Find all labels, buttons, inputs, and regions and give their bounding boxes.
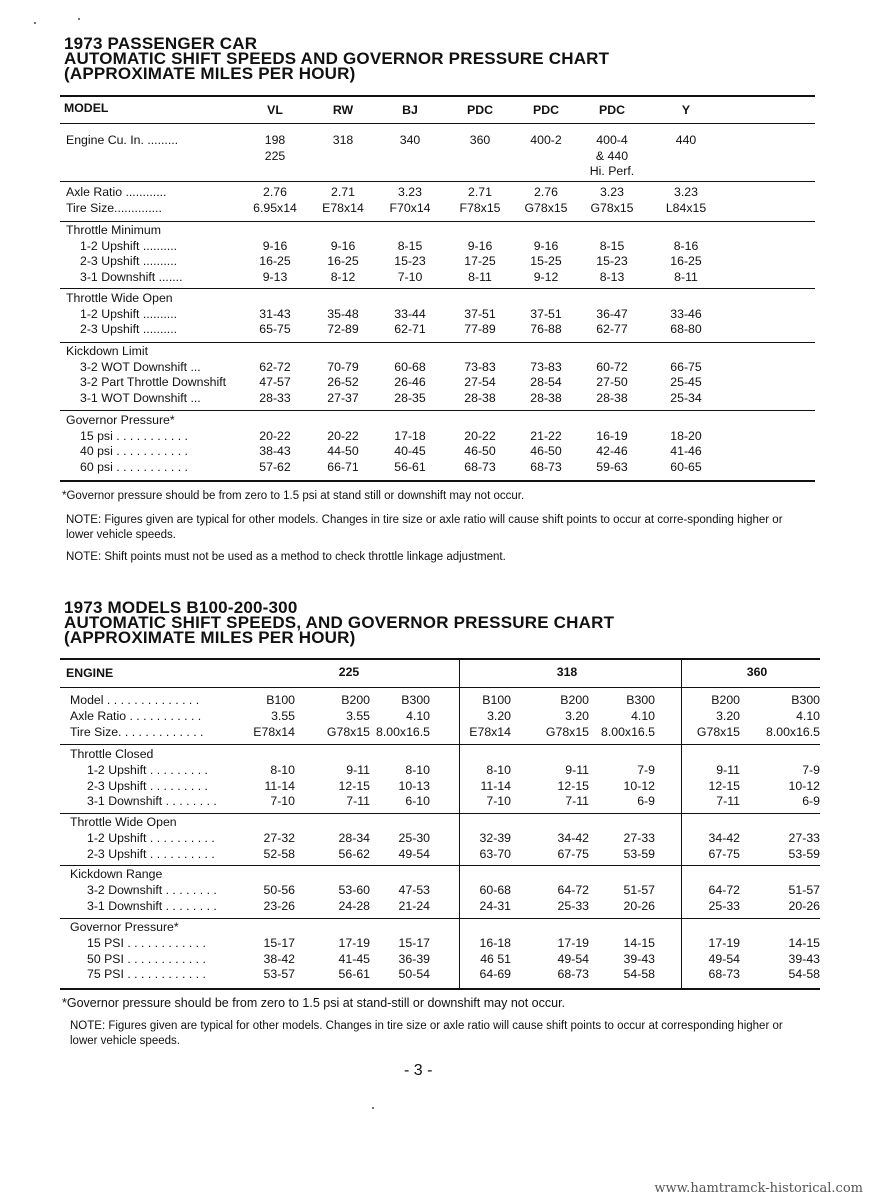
table-cell: 2.71 — [331, 185, 355, 199]
table-cell: G78x15 — [696, 724, 740, 739]
table-cell: 68-73 — [464, 459, 496, 474]
table-cell: 56-61 — [338, 967, 370, 982]
table-cell: 340 — [399, 133, 421, 147]
row-label: 1-2 Upshift .......... — [80, 238, 178, 253]
table-cell: 8-10 — [270, 762, 295, 777]
table-cell: 440 — [675, 133, 697, 147]
group-rule — [60, 480, 815, 482]
group-rule — [60, 288, 815, 289]
table-cell: B200 — [341, 693, 370, 707]
table-cell: 8-15 — [397, 238, 423, 253]
table-cell: 26-46 — [394, 375, 426, 389]
row-label: Axle Ratio ............ — [66, 185, 167, 199]
table-cell: 33-46 — [670, 306, 702, 321]
table-cell: 64-72 — [708, 882, 740, 897]
table-cell: B100 — [266, 693, 295, 707]
table-cell: 73-83 — [530, 359, 562, 374]
table-cell: 28-33 — [259, 390, 291, 405]
table-cell: 7-10 — [486, 794, 511, 809]
table-cell: 37-51 — [464, 306, 496, 321]
table-cell: 27-32 — [263, 830, 295, 845]
table-cell: 28-34 — [338, 830, 370, 845]
table-cell: 57-62 — [259, 459, 291, 474]
row-label: 3-1 Downshift . . . . . . . . — [87, 794, 217, 809]
column-header: PDC — [467, 103, 493, 117]
table-cell: 25-45 — [670, 375, 702, 389]
row-label: 40 psi . . . . . . . . . . . — [80, 444, 188, 458]
table-cell: 16-19 — [596, 428, 628, 443]
table-cell: 56-61 — [394, 459, 426, 474]
table-cell: 16-25 — [670, 254, 702, 268]
title-line: AUTOMATIC SHIFT SPEEDS, AND GOVERNOR PRESSURE CHART — [64, 613, 615, 632]
table-cell: 46-50 — [464, 444, 496, 458]
table-cell: 68-73 — [530, 459, 562, 474]
table-cell: 12-15 — [338, 778, 370, 793]
row-label: 3-2 WOT Downshift ... — [80, 359, 201, 374]
table-cell: 59-63 — [596, 459, 628, 474]
table-cell: 10-12 — [623, 778, 655, 793]
table-cell: 68-80 — [670, 322, 702, 336]
table-cell: 400-4 — [596, 133, 628, 147]
table-cell: 60-72 — [596, 359, 628, 374]
column-header: ENGINE — [66, 666, 114, 680]
row-label: 2-3 Upshift . . . . . . . . . . — [87, 846, 215, 861]
note-text: NOTE: Shift points must not be used as a method to check throttle linkage adjustment. — [66, 551, 506, 563]
table-cell: G78x15 — [590, 200, 634, 215]
table-cell: 20-22 — [464, 428, 496, 443]
table-cell: 70-79 — [327, 359, 359, 374]
table-cell: 7-10 — [397, 269, 423, 284]
table-cell: E78x14 — [253, 724, 295, 739]
table-cell: 41-45 — [338, 951, 370, 966]
group-heading: Governor Pressure* — [66, 413, 175, 427]
table-cell: 8.00x16.5 — [375, 724, 430, 739]
table-cell: 51-57 — [623, 882, 655, 897]
table-cell: 8-12 — [330, 269, 356, 284]
table-cell: 28-54 — [530, 375, 562, 389]
column-header: BJ — [402, 103, 418, 117]
table-cell: 3.20 — [487, 708, 511, 723]
table-cell: 14-15 — [623, 935, 655, 950]
table-cell: 4.10 — [406, 708, 430, 723]
table-cell: 53-57 — [263, 967, 295, 982]
table-cell: 9-16 — [262, 238, 288, 253]
table-cell: 62-71 — [394, 322, 426, 336]
table-cell: 64-69 — [479, 967, 511, 982]
table-cell: 36-47 — [596, 306, 628, 321]
row-label: Axle Ratio . . . . . . . . . . . — [70, 708, 202, 723]
table-cell: 66-75 — [670, 359, 702, 374]
table-cell: 9-11 — [716, 762, 740, 777]
table-cell: 46-50 — [530, 444, 562, 458]
table-cell: & 440 — [595, 148, 629, 163]
table-cell: 17-25 — [464, 254, 496, 268]
table-cell: Hi. Perf. — [589, 164, 635, 178]
table-cell: 9-11 — [565, 762, 589, 777]
table-cell: 27-33 — [788, 830, 820, 845]
scan-speck — [34, 22, 36, 24]
table-cell: 20-26 — [623, 898, 655, 913]
table-cell: F70x14 — [389, 200, 431, 215]
table-cell: 27-37 — [327, 390, 359, 405]
table-cell: 8-10 — [405, 762, 430, 777]
table-cell: 3.55 — [271, 708, 295, 723]
table-cell: 6.95x14 — [253, 200, 297, 215]
table-cell: B100 — [482, 693, 511, 707]
table-cell: 28-38 — [464, 390, 496, 405]
group-heading: Governor Pressure* — [70, 920, 179, 934]
table-cell: 27-50 — [596, 375, 628, 389]
table-cell: 15-23 — [394, 254, 426, 268]
table-cell: 31-43 — [259, 306, 291, 321]
row-label: Model . . . . . . . . . . . . . . — [70, 693, 200, 707]
table-cell: 16-25 — [327, 254, 359, 268]
table-cell: B200 — [560, 693, 589, 707]
table-cell: 2.71 — [468, 185, 492, 199]
footnote: *Governor pressure should be from zero to 1.5 psi at stand still or downshift may not occur. — [62, 490, 525, 502]
table-cell: 39-43 — [788, 951, 820, 966]
table-cell: 26-52 — [327, 375, 359, 389]
table-cell: 225 — [264, 148, 286, 163]
table-top-rule — [60, 95, 815, 97]
watermark: www.hamtramck-historical.com — [654, 1181, 863, 1196]
table-cell: 2.76 — [534, 185, 558, 199]
table-cell: 7-11 — [346, 794, 370, 809]
table-cell: F78x15 — [459, 200, 501, 215]
footnote: *Governor pressure should be from zero to 1.5 psi at stand-still or downshift may not occur. — [62, 996, 566, 1010]
table-cell: 68-73 — [708, 967, 740, 982]
column-header: MODEL — [64, 101, 109, 115]
table-cell: 47-57 — [259, 375, 291, 389]
title-line: (APPROXIMATE MILES PER HOUR) — [64, 628, 356, 647]
table-cell: 67-75 — [708, 846, 740, 861]
table-cell: 34-42 — [557, 830, 589, 845]
table-cell: 32-39 — [479, 830, 511, 845]
group-rule — [60, 181, 815, 182]
column-header: Y — [681, 103, 691, 117]
table-cell: 20-26 — [788, 898, 820, 913]
row-label: 3-1 Downshift ....... — [80, 269, 183, 284]
group-rule — [60, 988, 820, 990]
table-cell: 38-43 — [259, 444, 291, 458]
table-cell: 10-13 — [398, 778, 430, 793]
table-cell: 44-50 — [327, 444, 359, 458]
group-rule — [60, 918, 820, 919]
table-cell: 3.20 — [565, 708, 589, 723]
table-cell: 24-31 — [479, 898, 511, 913]
group-heading: Throttle Wide Open — [66, 291, 173, 305]
table-cell: 17-18 — [394, 428, 426, 443]
table-cell: 35-48 — [327, 306, 359, 321]
table-cell: 15-17 — [398, 935, 430, 950]
table-cell: 25-33 — [708, 898, 740, 913]
group-rule — [60, 813, 820, 814]
row-label: 1-2 Upshift . . . . . . . . . . — [87, 830, 215, 845]
table-cell: G78x15 — [326, 724, 370, 739]
table-cell: 49-54 — [398, 846, 430, 861]
page-number: - 3 - — [404, 1062, 433, 1079]
engine-group-header: 318 — [556, 665, 578, 679]
table-cell: 8-11 — [674, 269, 698, 284]
table-cell: 18-20 — [670, 428, 702, 443]
table-cell: 23-26 — [263, 898, 295, 913]
group-heading: Throttle Minimum — [66, 223, 161, 237]
table-cell: 50-56 — [263, 882, 295, 897]
table-cell: 72-89 — [327, 322, 359, 336]
table-cell: 10-12 — [788, 778, 820, 793]
column-header: PDC — [599, 103, 625, 117]
table-cell: 16-25 — [259, 254, 291, 268]
group-rule — [60, 221, 815, 222]
table-cell: L84x15 — [665, 200, 707, 215]
table-cell: 15-23 — [596, 254, 628, 268]
table-cell: B200 — [711, 693, 740, 707]
table-cell: 9-16 — [330, 238, 356, 253]
header-rule — [60, 123, 815, 124]
table-cell: 27-33 — [623, 830, 655, 845]
row-label: 3-2 Downshift . . . . . . . . — [87, 882, 217, 897]
row-label: 3-2 Part Throttle Downshift — [80, 375, 227, 389]
table-cell: 40-45 — [394, 444, 426, 458]
row-label: 60 psi . . . . . . . . . . . — [80, 459, 188, 474]
scan-speck — [78, 18, 80, 20]
table-cell: 52-58 — [263, 846, 295, 861]
table-cell: 3.20 — [716, 708, 740, 723]
table-cell: 62-72 — [259, 359, 291, 374]
table-cell: 3.23 — [398, 185, 422, 199]
table-cell: 2.76 — [263, 185, 287, 199]
table-cell: B300 — [401, 693, 430, 707]
table-cell: 11-14 — [480, 778, 511, 793]
table-cell: 28-38 — [596, 390, 628, 405]
title-line: 1973 PASSENGER CAR — [64, 34, 258, 53]
table-cell: 3.23 — [674, 185, 698, 199]
table-cell: 25-30 — [398, 830, 430, 845]
row-label: Tire Size. . . . . . . . . . . . . — [70, 724, 204, 739]
table-cell: 360 — [469, 133, 491, 147]
title-line: 1973 MODELS B100-200-300 — [64, 598, 298, 617]
table-cell: 9-11 — [346, 762, 370, 777]
column-header: PDC — [533, 103, 559, 117]
table-cell: 6-9 — [637, 794, 655, 809]
table-cell: 39-43 — [623, 951, 655, 966]
engine-group-header: 225 — [338, 665, 360, 679]
table-cell: 50-54 — [398, 967, 430, 982]
table-cell: G78x15 — [524, 200, 568, 215]
table-cell: 73-83 — [464, 359, 496, 374]
table-cell: 66-71 — [327, 459, 359, 474]
note-text: NOTE: Figures given are typical for other models. Changes in tire size or axle ratio will cause shift points to occur at corresponding higher or lower vehicle speeds. — [70, 1020, 783, 1047]
table-cell: 318 — [332, 133, 354, 147]
table-cell: 51-57 — [788, 882, 820, 897]
table-cell: G78x15 — [545, 724, 589, 739]
table-cell: 24-28 — [338, 898, 370, 913]
row-label: 75 PSI . . . . . . . . . . . . — [87, 967, 206, 982]
table-cell: 49-54 — [557, 951, 589, 966]
table-cell: 54-58 — [623, 967, 655, 982]
row-label: 2-3 Upshift .......... — [80, 322, 178, 336]
title-line: AUTOMATIC SHIFT SPEEDS AND GOVERNOR PRESSURE CHART — [64, 49, 610, 68]
row-label: 15 PSI . . . . . . . . . . . . — [87, 935, 206, 950]
table-cell: 53-60 — [338, 882, 370, 897]
table-cell: 46 51 — [480, 951, 511, 966]
table-cell: 7-11 — [565, 794, 589, 809]
row-label: Engine Cu. In. ......... — [66, 133, 179, 147]
section-title — [64, 600, 614, 645]
group-heading: Throttle Wide Open — [70, 815, 177, 829]
table-cell: 25-34 — [670, 390, 702, 405]
group-rule — [60, 342, 815, 343]
group-heading: Throttle Closed — [70, 747, 154, 761]
table-cell: 8-11 — [468, 269, 492, 284]
table-cell: 8.00x16.5 — [600, 724, 655, 739]
table-top-rule — [60, 658, 820, 660]
table-cell: 17-19 — [557, 935, 589, 950]
table-cell: 38-42 — [263, 951, 295, 966]
table-cell: 15-17 — [263, 935, 295, 950]
group-heading: Kickdown Range — [70, 867, 163, 881]
table-cell: 8.00x16.5 — [765, 724, 820, 739]
row-label: 15 psi . . . . . . . . . . . — [80, 428, 188, 443]
table-cell: 28-38 — [530, 390, 562, 405]
table-cell: 34-42 — [708, 830, 740, 845]
table-cell: 6-10 — [405, 794, 430, 809]
table-cell: 21-22 — [530, 428, 562, 443]
table-cell: 60-65 — [670, 459, 702, 474]
table-cell: 9-12 — [533, 269, 559, 284]
table-cell: 15-25 — [530, 254, 562, 268]
table-cell: 8-16 — [673, 238, 699, 253]
table-cell: 20-22 — [327, 428, 359, 443]
title-line: (APPROXIMATE MILES PER HOUR) — [64, 64, 356, 83]
table-cell: 56-62 — [338, 846, 370, 861]
table-cell: 27-54 — [464, 375, 496, 389]
table-cell: 8-15 — [599, 238, 625, 253]
row-label: 2-3 Upshift . . . . . . . . . — [87, 778, 208, 793]
table-cell: 77-89 — [464, 322, 496, 336]
row-label: 1-2 Upshift .......... — [80, 306, 178, 321]
row-label: 1-2 Upshift . . . . . . . . . — [87, 762, 208, 777]
group-heading: Kickdown Limit — [66, 344, 149, 358]
table-cell: 3.55 — [346, 708, 370, 723]
table-cell: 17-19 — [708, 935, 740, 950]
table-cell: 7-11 — [716, 794, 740, 809]
table-cell: 17-19 — [338, 935, 370, 950]
table-cell: 8-10 — [486, 762, 511, 777]
table-cell: 65-75 — [259, 322, 291, 336]
group-rule — [60, 744, 820, 745]
section-title — [64, 36, 609, 81]
table-cell: 54-58 — [788, 967, 820, 982]
table-cell: 198 — [264, 133, 286, 147]
table-cell: B300 — [626, 693, 655, 707]
table-cell: 7-9 — [637, 762, 655, 777]
column-header: RW — [332, 103, 354, 117]
table-cell: 11-14 — [264, 778, 295, 793]
table-cell: 7-10 — [270, 794, 295, 809]
table-cell: 36-39 — [398, 951, 430, 966]
scan-speck — [372, 1107, 374, 1109]
table-cell: 9-16 — [467, 238, 493, 253]
table-cell: 16-18 — [479, 935, 511, 950]
row-label: 50 PSI . . . . . . . . . . . . — [87, 951, 206, 966]
table-cell: 67-75 — [557, 846, 589, 861]
table-cell: 21-24 — [398, 898, 430, 913]
table-cell: 9-13 — [262, 269, 288, 284]
table-cell: 12-15 — [708, 778, 740, 793]
table-cell: 25-33 — [557, 898, 589, 913]
table-cell: 4.10 — [796, 708, 820, 723]
table-cell: 47-53 — [398, 882, 430, 897]
table-cell: 9-16 — [533, 238, 559, 253]
table-cell: 33-44 — [394, 306, 426, 321]
table-cell: 14-15 — [788, 935, 820, 950]
table-cell: 400-2 — [530, 133, 562, 147]
table-cell: 60-68 — [394, 359, 426, 374]
table-cell: 12-15 — [557, 778, 589, 793]
group-rule — [60, 410, 815, 411]
table-cell: 8-13 — [599, 269, 625, 284]
note-text: NOTE: Figures given are typical for other models. Changes in tire size or axle ratio will cause shift points to occur at corre-sponding higher or lower vehicle speeds. — [66, 514, 783, 541]
engine-group-header: 360 — [746, 665, 768, 679]
table-cell: E78x14 — [469, 724, 511, 739]
table-cell: 53-59 — [788, 846, 820, 861]
table-cell: 28-35 — [394, 390, 426, 405]
table-cell: 53-59 — [623, 846, 655, 861]
table-cell: 6-9 — [802, 794, 820, 809]
table-cell: 7-9 — [802, 762, 820, 777]
table-cell: 41-46 — [670, 444, 702, 458]
row-label: Tire Size.............. — [66, 200, 162, 215]
table-cell: 62-77 — [596, 322, 628, 336]
table-cell: 76-88 — [530, 322, 562, 336]
table-cell: 60-68 — [479, 882, 511, 897]
table-cell: 42-46 — [596, 444, 628, 458]
table-cell: 3.23 — [600, 185, 624, 199]
table-cell: 4.10 — [631, 708, 655, 723]
column-header: VL — [267, 103, 283, 117]
table-cell: 63-70 — [479, 846, 511, 861]
row-label: 3-1 WOT Downshift ... — [80, 390, 201, 405]
row-label: 2-3 Upshift .......... — [80, 254, 178, 268]
table-cell: E78x14 — [322, 200, 364, 215]
group-rule — [60, 865, 820, 866]
row-label: 3-1 Downshift . . . . . . . . — [87, 898, 217, 913]
table-cell: 37-51 — [530, 306, 562, 321]
table-cell: B300 — [791, 693, 820, 707]
table-cell: 49-54 — [708, 951, 740, 966]
table-cell: 64-72 — [557, 882, 589, 897]
table-cell: 20-22 — [259, 428, 291, 443]
table-cell: 68-73 — [557, 967, 589, 982]
header-rule — [60, 687, 820, 688]
